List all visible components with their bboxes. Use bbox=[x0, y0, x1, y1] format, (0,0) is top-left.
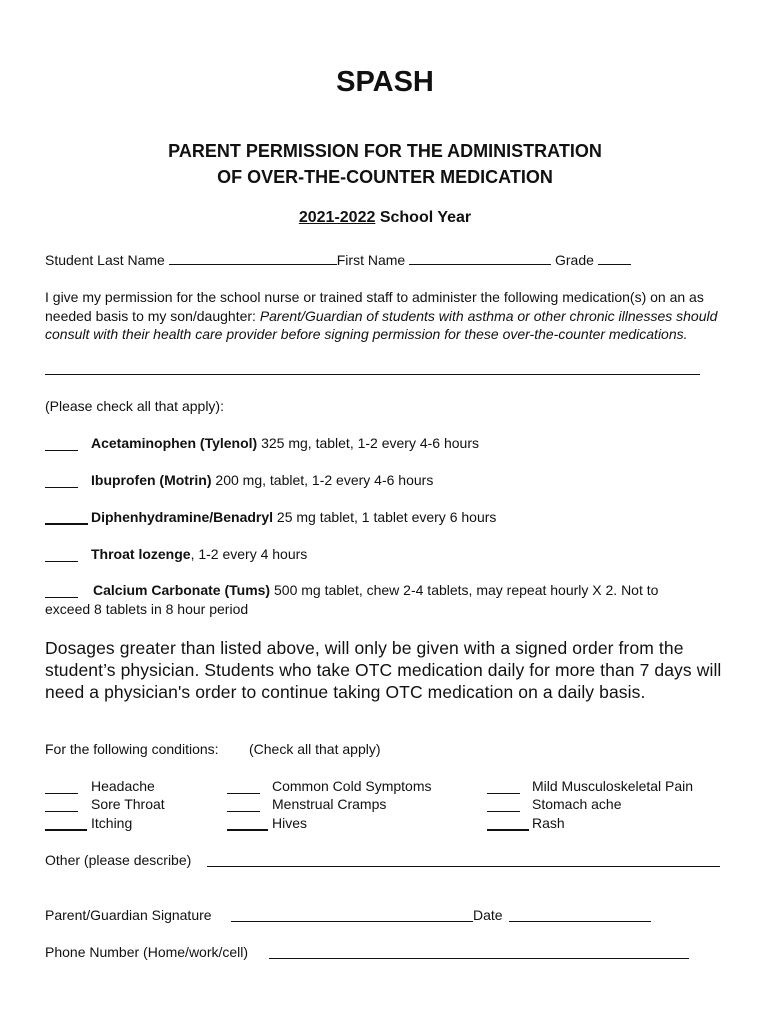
condition-musculoskeletal-pain: Mild Musculoskeletal Pain bbox=[532, 778, 694, 794]
checkbox-acetaminophen[interactable] bbox=[45, 450, 78, 451]
form-subtitle-line2: OF OVER-THE-COUNTER MEDICATION bbox=[217, 167, 553, 187]
med-ibuprofen-name: Ibuprofen (Motrin) bbox=[91, 472, 212, 488]
condition-rash: Rash bbox=[532, 815, 565, 831]
med-diphenhydramine bbox=[91, 509, 496, 525]
med-acetaminophen-name: Acetaminophen (Tylenol) bbox=[91, 435, 258, 451]
med-calcium-carbonate-name: Calcium Carbonate (Tums) bbox=[93, 582, 271, 598]
student-first-name-label: First Name bbox=[336, 252, 406, 268]
school-year-value: 2021-2022 bbox=[298, 209, 376, 226]
condition-itching: Itching bbox=[91, 815, 133, 831]
condition-sore-throat: Sore Throat bbox=[91, 796, 165, 812]
med-acetaminophen bbox=[91, 435, 479, 451]
form-subtitle-line1: PARENT PERMISSION FOR THE ADMINISTRATION bbox=[168, 141, 602, 161]
checkbox-headache[interactable] bbox=[45, 793, 78, 794]
checkbox-throat-lozenge[interactable] bbox=[45, 561, 78, 562]
med-acetaminophen-detail: 325 mg, tablet, 1-2 every 4-6 hours bbox=[257, 435, 479, 451]
school-year-suffix: School Year bbox=[375, 209, 472, 226]
phone-label: Phone Number (Home/work/cell) bbox=[45, 944, 249, 960]
med-ibuprofen-detail: 200 mg, tablet, 1-2 every 4-6 hours bbox=[211, 472, 434, 488]
checkbox-stomach-ache[interactable] bbox=[487, 811, 520, 812]
grade-field[interactable] bbox=[598, 264, 631, 265]
condition-common-cold: Common Cold Symptoms bbox=[272, 778, 432, 794]
permission-text: I give my permission for the school nurse or trained staff to administer the following medication(s) on an as needed basis to my son/daughter: bbox=[45, 289, 704, 324]
permission-paragraph bbox=[45, 288, 735, 344]
checkbox-ibuprofen[interactable] bbox=[45, 487, 78, 488]
med-calcium-carbonate-detail: 500 mg tablet, chew 2-4 tablets, may repeat hourly X 2. Not to bbox=[270, 582, 659, 598]
conditions-label: For the following conditions: bbox=[45, 741, 219, 757]
form-title: SPASH bbox=[336, 66, 434, 98]
med-throat-lozenge-name: Throat lozenge bbox=[91, 546, 191, 562]
dosage-notice: Dosages greater than listed above, will only be given with a signed order from the student’s physician. Students who take OTC medication daily for more than 7 days will need a physician's order to continue taking OTC medication on a daily basis. bbox=[45, 638, 722, 702]
check-instruction: (Please check all that apply): bbox=[45, 398, 224, 414]
condition-hives: Hives bbox=[272, 815, 308, 831]
date-field[interactable] bbox=[509, 921, 651, 922]
student-last-name-label: Student Last Name bbox=[45, 252, 165, 268]
checkbox-calcium-carbonate[interactable] bbox=[45, 597, 78, 598]
checkbox-diphenhydramine[interactable] bbox=[45, 523, 88, 525]
condition-menstrual-cramps: Menstrual Cramps bbox=[272, 796, 387, 812]
other-description-field[interactable] bbox=[207, 866, 720, 867]
med-diphenhydramine-detail: 25 mg tablet, 1 tablet every 6 hours bbox=[273, 509, 497, 525]
student-last-name-field[interactable] bbox=[169, 264, 337, 265]
school-year bbox=[0, 209, 770, 227]
phone-field[interactable] bbox=[269, 958, 689, 959]
med-throat-lozenge-detail: , 1-2 every 4 hours bbox=[190, 546, 308, 562]
med-ibuprofen bbox=[91, 472, 433, 488]
checkbox-itching[interactable] bbox=[45, 829, 87, 831]
checkbox-musculoskeletal-pain[interactable] bbox=[487, 793, 520, 794]
signature-field[interactable] bbox=[231, 921, 473, 922]
checkbox-rash[interactable] bbox=[487, 829, 529, 831]
condition-stomach-ache: Stomach ache bbox=[532, 796, 622, 812]
checkbox-menstrual-cramps[interactable] bbox=[227, 811, 260, 812]
divider-line bbox=[45, 374, 700, 375]
checkbox-common-cold[interactable] bbox=[227, 793, 260, 794]
grade-label: Grade bbox=[554, 252, 594, 268]
student-info-row bbox=[45, 252, 631, 268]
date-label: Date bbox=[473, 907, 503, 923]
med-calcium-carbonate bbox=[93, 582, 658, 598]
med-diphenhydramine-name: Diphenhydramine/Benadryl bbox=[91, 509, 274, 525]
condition-headache: Headache bbox=[91, 778, 155, 794]
other-label: Other (please describe) bbox=[45, 852, 192, 868]
checkbox-sore-throat[interactable] bbox=[45, 811, 78, 812]
signature-label: Parent/Guardian Signature bbox=[45, 907, 212, 923]
student-first-name-field[interactable] bbox=[409, 264, 551, 265]
checkbox-hives[interactable] bbox=[227, 829, 268, 831]
permission-italic-note: Parent/Guardian of students with asthma or other chronic illnesses should consult with their health care provider before signing permission for these over-the-counter medications. bbox=[45, 307, 718, 342]
conditions-instruction: (Check all that apply) bbox=[249, 741, 381, 757]
med-throat-lozenge bbox=[91, 546, 307, 562]
med-calcium-carbonate-detail-cont: exceed 8 tablets in 8 hour period bbox=[45, 601, 249, 617]
